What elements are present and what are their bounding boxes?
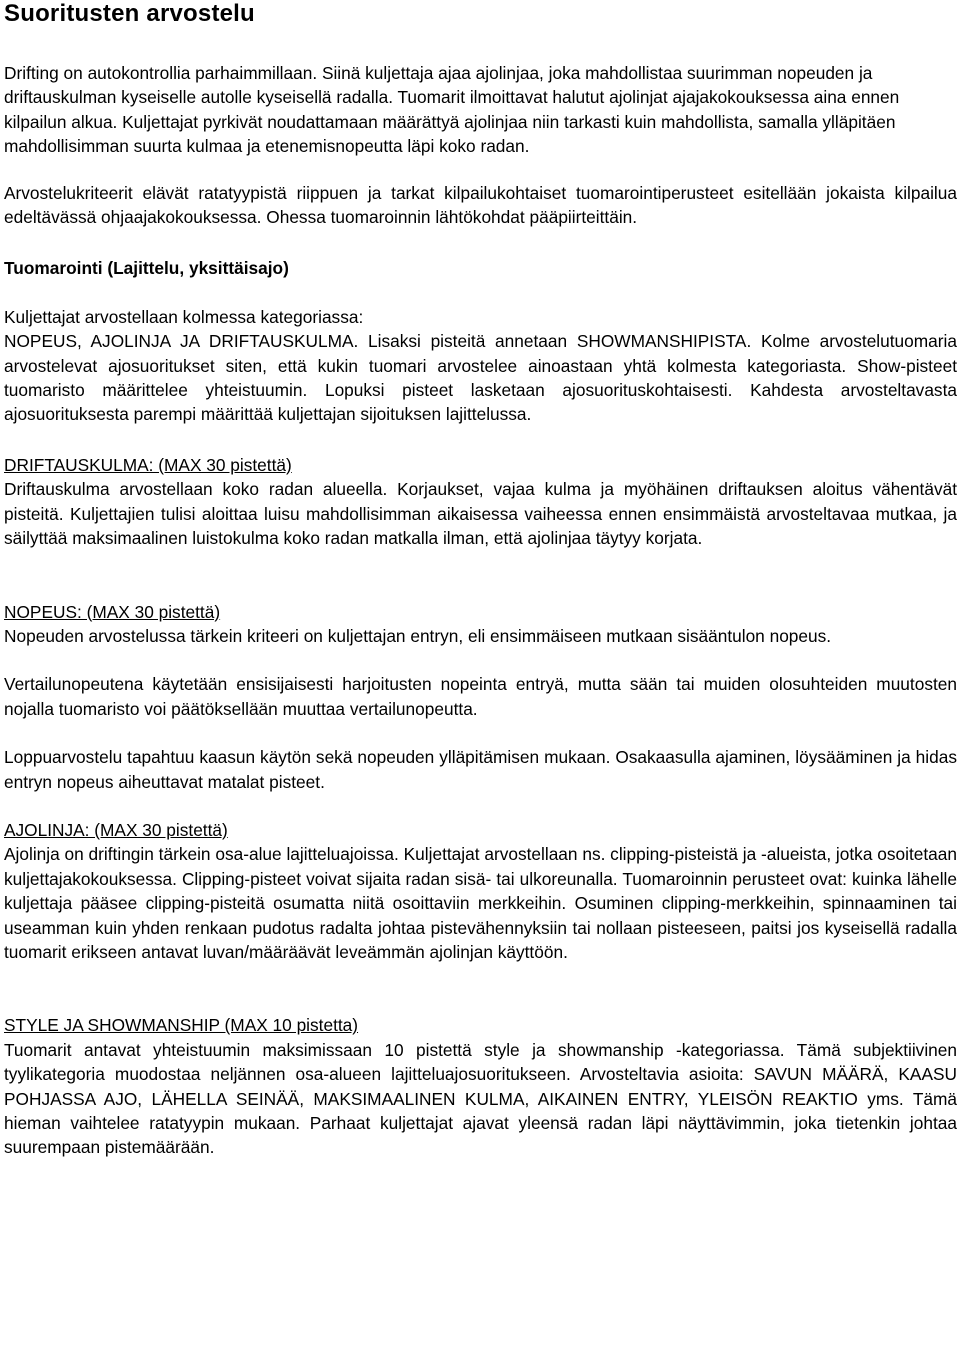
line-heading: AJOLINJA: (MAX 30 pistettä) [4,819,228,840]
judging-paragraph: NOPEUS, AJOLINJA JA DRIFTAUSKULMA. Lisaksi pisteitä annetaan SHOWMANSHIPISTA. Kolme arvostelutuomaria arvostelevat ajosuoritukset siten, että kukin tuomari arvostelee ainoastaan yhtä kolmesta kategoriasta. Show-pisteet tuomaristo määrittelee yhteistuumin. Lopuksi pisteet lasketaan ajosuorituskohtaisesti. Kahdesta arvosteltavasta ajosuorituksesta parempi määrittää kuljettajan sijoituksen lajittelussa. [4,331,957,425]
line-paragraph: Ajolinja on driftingin tärkein osa-alue lajitteluajoissa. Kuljettajat arvostellaan ns. clipping-pisteistä ja -alueista, jotka osoitetaan kuljettajakokouksessa. Clipping-pisteet voivat sijaita radan sisä- tai ulkoreunalla. Tuomaroinnin perusteet ovat: kuinka lähelle kuljettaja pääsee clipping-pisteitä osumatta niitä osoittaviin merkkeihin. Osuminen clipping-merkkeihin, spinnaaminen tai useamman kuin yhden renkaan pudotus radalta johtaa pistevähennyksiin tai nollaan pisteeseen, paitsi jos kyseisellä radalla tuomarit erikseen antavat luvan/määräävät leveämmän ajolinjan käyttöön. [4,844,957,962]
style-paragraph: Tuomarit antavat yhteistuumin maksimissaan 10 pistettä style ja showmanship -kategoriassa. Tämä subjektiivinen tyylikategoria muodostaa neljännen osa-alueen lajitteluajosuoritukseen. Arvosteltavia asioita: SAVUN MÄÄRÄ, KAASU POHJASSA AJO, LÄHELLA SEINÄÄ, MAKSIMAALINEN KULMA, AIKAINEN ENTRY, YLEISÖN REAKTIO yms. Tämä hieman vaihtelee ratatyypin mukaan. Parhaat kuljettajat ajavat yleensä radan läpi näyttävimmin, joka tietenkin johtaa suurempaan pistemäärään. [4,1039,957,1158]
speed-paragraph-2: Vertailunopeutena käytetään ensisijaisesti harjoitusten nopeinta entryä, mutta sään tai muiden olosuhteiden muutosten nojalla tuomaristo voi päätöksellään muuttaa vertailunopeutta. [4,674,957,719]
speed-paragraph-1: Nopeuden arvostelussa tärkein kriteeri on kuljettajan entryn, eli ensimmäiseen mutkaan sisääntulon nopeus. [4,625,832,646]
drift-paragraph: Driftauskulma arvostellaan koko radan alueella. Korjaukset, vajaa kulma ja myöhäinen driftauksen aloitus vähentävät pisteitä. Kuljettajien tulisi aloittaa luisu mahdollisimman aikaisessa vaiheessa ennen ensimmäistä arvosteltavaa mutkaa, ja säilyttää maksimaalinen luistokulma koko radan matkalla ilman, että ajolinjaa täytyy korjata. [4,479,957,549]
speed-paragraph-3: Loppuarvostelu tapahtuu kaasun käytön sekä nopeuden ylläpitämisen mukaan. Osakaasulla ajaminen, löysääminen ja hidas entryn nopeus aiheuttavat matalat pisteet. [4,747,957,792]
document-page [4,0,957,1160]
judging-lead: Kuljettajat arvostellaan kolmessa kategoriassa: [4,306,364,327]
page-title: Suoritusten arvostelu [4,0,255,27]
judging-heading: Tuomarointi (Lajittelu, yksittäisajo) [4,258,289,279]
drift-heading: DRIFTAUSKULMA: (MAX 30 pistettä) [4,454,292,475]
style-heading: STYLE JA SHOWMANSHIP (MAX 10 pistetta) [4,1015,359,1036]
intro-paragraph: Drifting on autokontrollia parhaimmillaan. Siinä kuljettaja ajaa ajolinjaa, joka mahdollistaa suurimman nopeuden ja driftauskulman kyseiselle autolle kyseisellä radalla. Tuomarit ilmoittavat halutut ajolinjat ajajakokouksessa aina ennen kilpailun alkua. Kuljettajat pyrkivät noudattamaan määrättyä ajolinjaa niin tarkasti kuin mahdollista, samalla ylläpitäen mahdollisimman suurta kulmaa ja etenemisnopeutta läpi koko radan. [4,63,900,157]
speed-heading: NOPEUS: (MAX 30 pistettä) [4,601,221,622]
criteria-paragraph: Arvostelukriteerit elävät ratatyypistä riippuen ja tarkat kilpailukohtaiset tuomarointiperusteet esitellään jokaista kilpailua edeltävässä ohjaajakokouksessa. Ohessa tuomaroinnin lähtökohdat pääpiirteittäin. [4,182,957,228]
